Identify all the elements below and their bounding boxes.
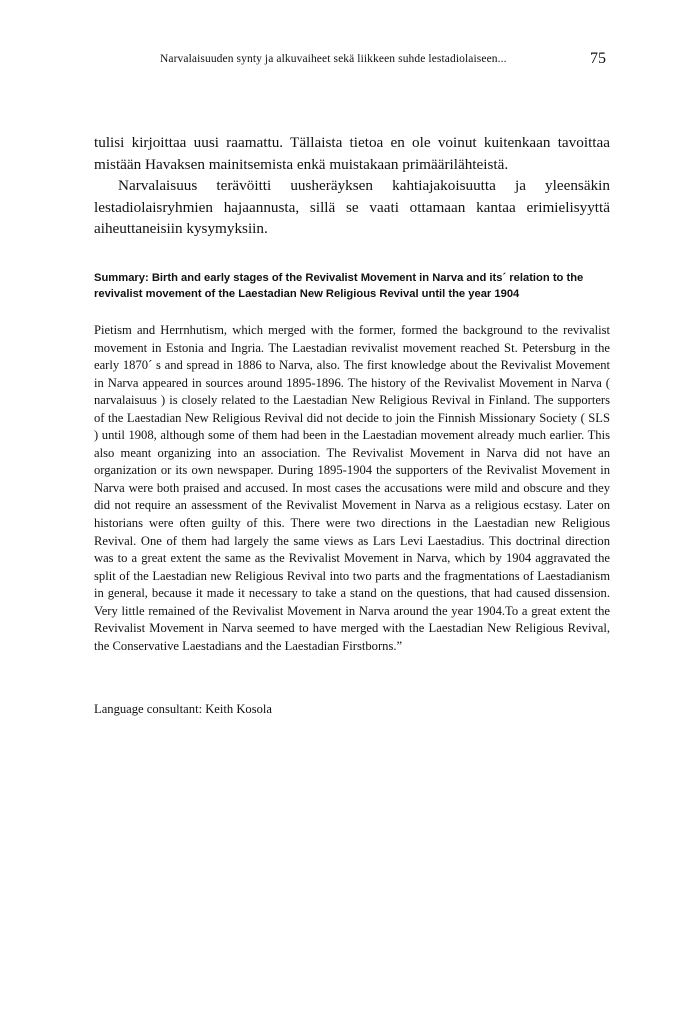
page-number: 75 [590, 50, 606, 67]
running-header-title: Narvalaisuuden synty ja alkuvaiheet sekä liikkeen suhde lestadiolaiseen... [160, 53, 507, 65]
summary-body: Pietism and Herrnhutism, which merged with the former, formed the background to the revivalist movement in Estonia and Ingria. The Laestadian revivalist movement reached St. Petersburg in the early 1870´ s and spread in 1886 to Narva, also. The first knowledge about the Revivalist Movement in Narva appeared in sources around 1895-1896. The history of the Revivalist Movement in Narva ( narvalaisuus ) is closely related to the Laestadian New Religious Revival in Finland. The supporters of the Laestadian New Religious Revival did not decide to join the Finnish Missionary Society ( SLS ) until 1908, although some of them had been in the Laestadian movement already much earlier. This also meant organizing into an association. The Revivalist Movement in Narva did not have an organization or its own newspaper. During 1895-1904 the supporters of the Revivalist Movement in Narva were both praised and accused. In most cases the accusations were mild and obscure and they did not require an assessment of the Revivalist Movement in Narva as a religious ecstasy. Later on historians were often guilty of this. There were two directions in the Laestadian new Religious Revival. One of them had largely the same views as Lars Levi Laestadius. This doctrinal direction was to a great extent the same as the Revivalist Movement in Narva, which by 1904 aggravated the split of the Laestadian new Religious Revival into two parts and the fragmentations of Laestadianism in general, because it made it necessary to take a stand on the questions, that had caused dissension. Very little remained of the Revivalist Movement in Narva around the year 1904.To a great extent the Revivalist Movement in Narva seemed to have merged with the Laestadian New Religious Revival, the Conservative Laestadians and the Laestadian Firstborns.” [94, 323, 610, 653]
finnish-paragraph-1: tulisi kirjoittaa uusi raamattu. Tällaista tietoa en ole voinut kuitenkaan tavoittaa mistään Havaksen mainitsemista enkä muistakaan primäärilähteistä. [94, 134, 610, 173]
finnish-paragraph-2: Narvalaisuus terävöitti uusheräyksen kahtiajakoisuutta ja yleensäkin lestadiolaisryhmien hajaannusta, sillä se vaati ottamaan kantaa erimielisyyttä aiheuttaneisiin kysymyksiin. [94, 177, 610, 237]
language-consultant-note: Language consultant: Keith Kosola [94, 702, 273, 716]
summary-heading: Summary: Birth and early stages of the Revivalist Movement in Narva and its´ relation to the revivalist movement of the Laestadian New Religious Revival until the year 1904 [94, 272, 584, 300]
finnish-body-text [94, 132, 610, 240]
